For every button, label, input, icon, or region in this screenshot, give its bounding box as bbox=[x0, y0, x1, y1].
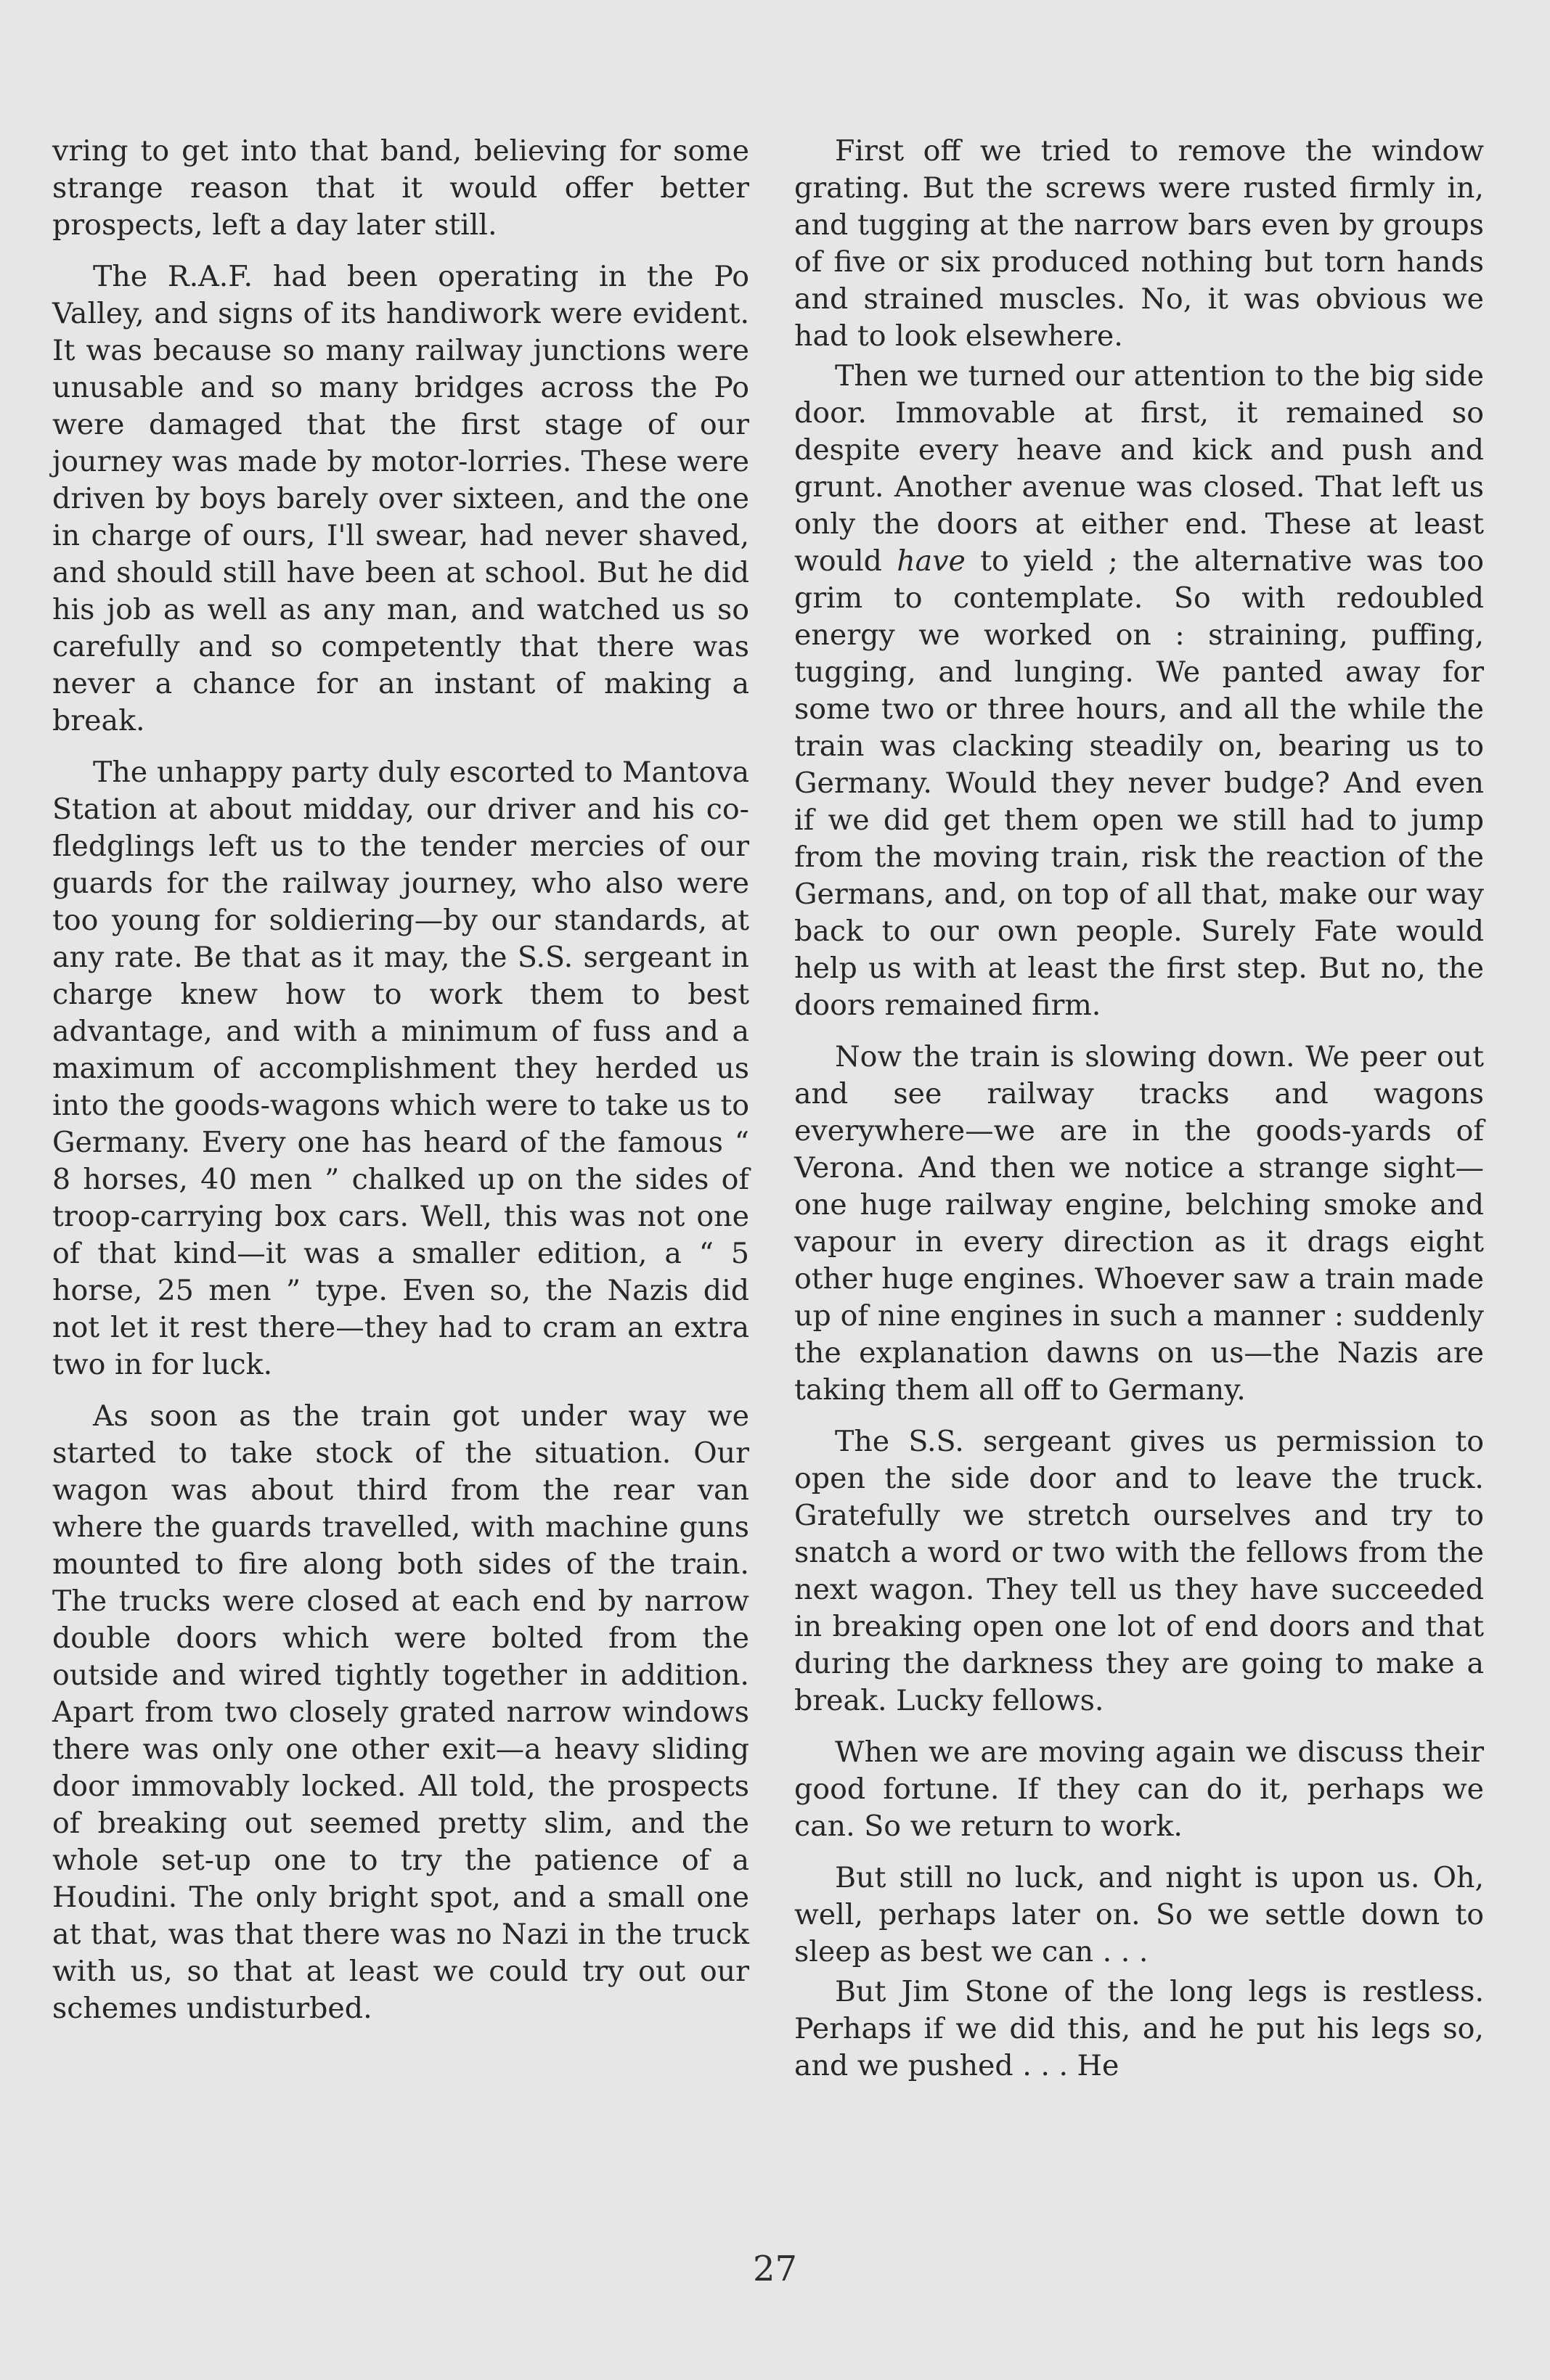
paragraph-ss-sergeant: The S.S. sergeant gives us permission to open the side door and to leave the truck. Gratefully we stretch ourselves and try to snatch a word or two with the fellows from the next wagon. They tell us they have succeeded in breaking open one lot of end doors and that during the darkness they are going to make a break. Lucky fellows. bbox=[794, 1425, 1484, 1717]
paragraph-verona: Now the train is slowing down. We peer out and see railway tracks and wagons everywhere—we are in the goods-yards of Verona. And then we notice a strange sight—one huge railway engine, belching smoke and vapour in every direction as it drags eight other huge engines. Whoever saw a train made up of nine engines in such a manner : suddenly the explanation dawns on us—the Nazis are taking them all off to Germany. bbox=[794, 1040, 1484, 1407]
paragraph-moving-again: When we are moving again we discuss their good fortune. If they can do it, perhaps we can. So we return to work. bbox=[794, 1735, 1484, 1843]
paragraph-jim-stone: But Jim Stone of the long legs is restless. Perhaps if we did this, and he put his legs so, and we pushed . . . He bbox=[794, 1975, 1484, 2082]
paragraph-mantova: The unhappy party duly escorted to Mantova Station at about midday, our driver and his co-fledglings left us to the tender mercies of our guards for the railway journey, who also were too young for soldiering—by our standards, at any rate. Be that as it may, the S.S. sergeant in charge knew how to work them to best advantage, and with a minimum of fuss and a maximum of accomplishment they herded us into the goods-wagons which were to take us to Germany. Every one has heard of the famous “ 8 horses, 40 men ” chalked up on the sides of troop-carrying box cars. Well, this was not one of that kind—it was a smaller edition, a “ 5 horse, 25 men ” type. Even so, the Nazis did not let it rest there—they had to cram an extra two in for luck. bbox=[52, 756, 749, 1381]
page-number: 27 bbox=[752, 2249, 798, 2289]
paragraph-train-wagon: As soon as the train got under way we started to take stock of the situation. Our wagon was about third from the rear van where the guards travelled, with machine guns mounted to fire along both sides of the train. The trucks were closed at each end by narrow double doors which were bolted from the outside and wired tightly together in addition. Apart from two closely grated narrow windows there was only one other exit—a heavy sliding door immovably locked. All told, the prospects of breaking out seemed pretty slim, and the whole set-up one to try the patience of a Houdini. The only bright spot, and a small one at that, was that there was no Nazi in the truck with us, so that at least we could try out our schemes undisturbed. bbox=[52, 1399, 749, 2025]
paragraph-window-grating: First off we tried to remove the window grating. But the screws were rusted firmly in, and tugging at the narrow bars even by groups of five or six produced nothing but torn hands and strained muscles. No, it was obvious we had to look elsewhere. bbox=[794, 134, 1484, 353]
left-column bbox=[52, 133, 749, 2042]
emphasis-have: have bbox=[897, 544, 966, 578]
paragraph-raf: The R.A.F. had been operating in the Po Valley, and signs of its handiwork were evident. It was because so many railway junctions were unusable and so many bridges across the Po were damaged that the first stage of our journey was made by motor-lorries. These were driven by boys barely over sixteen, and the one in charge of ours, I'll swear, had never shaved, and should still have been at school. But he did his job as well as any man, and watched us so carefully and so competently that there was never a chance for an instant of making a break. bbox=[52, 260, 749, 737]
side-door-text-continued: to yield ; the alternative was too grim to contemplate. So with redoubled energy we worked on : straining, puffing, tugging, and lunging. We panted away for some two or three hours, and all the while the train was clacking steadily on, bearing us to Germany. Would they never budge? And even if we did get them open we still had to jump from the moving train, risk the reaction of the Germans, and, on top of all that, make our way back to our own people. Surely Fate would help us with at least the first step. But no, the doors remained firm. bbox=[794, 544, 1485, 1022]
right-column bbox=[794, 133, 1484, 2099]
paragraph-no-luck: But still no luck, and night is upon us. Oh, well, perhaps later on. So we settle down to sleep as best we can . . . bbox=[794, 1861, 1484, 1968]
paragraph-side-door bbox=[794, 358, 1484, 1024]
paragraph-continued: vring to get into that band, believing for some strange reason that it would offer better prospects, left a day later still. bbox=[52, 134, 749, 242]
side-door-text: Then we turned our attention to the big side door. Immovable at first, it remained so despite every heave and kick and push and grunt. Another avenue was closed. That left us only the doors at either end. These at least would bbox=[794, 359, 1484, 578]
